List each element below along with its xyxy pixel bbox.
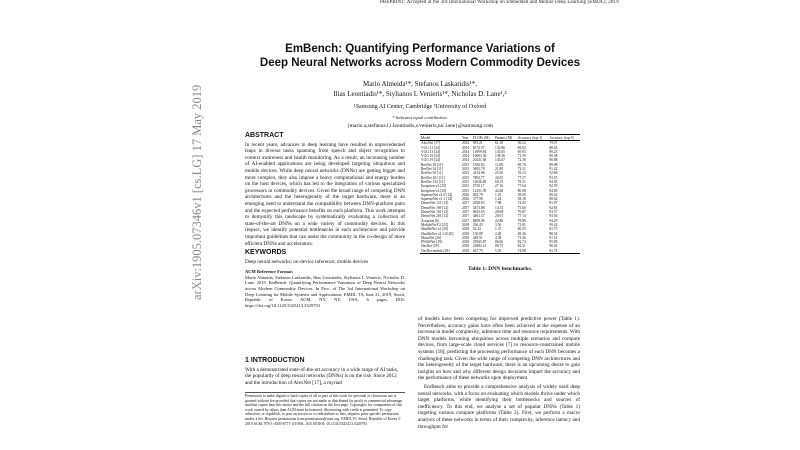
table-cell: 71.81	[517, 222, 526, 227]
keywords-text: Deep neural networks; on-device inference; mobile devices	[245, 258, 369, 265]
table-cell: 88.75	[495, 244, 504, 249]
table-cell: DenseNet 121 [12]	[421, 201, 449, 206]
author-block	[240, 80, 600, 132]
table-cell: 90.38	[549, 154, 558, 159]
table-cell: 2015	[461, 162, 470, 167]
right-paragraph-1: of models have been competing for improved predictive power (Table 1). Nevertheless, accuracy gains have often been achieved at the expense of an increase in model complexity, inference time and resource requirements. With DNN models becoming ubiquitous across multiple scenarios and compute devices, from large-scale cloud services [7] to resource-constrained mobile systems [18], predicting the processing performance of each DNN becomes a challenging task. Given the wide range of competing DNN architectures and the heterogeneity of the target hardware, there is an upcoming desire to gain insights on how and why different design decisions impact the accuracy and the performance of these networks upon deployment.	[418, 316, 580, 382]
table-cell: 92.86	[549, 171, 558, 176]
table-row	[420, 227, 580, 231]
table-cell: 2017	[461, 205, 470, 210]
table-cell: 24882.21	[472, 244, 487, 249]
table-cell: 14.15	[495, 205, 504, 210]
table-cell: ResNet 50 [11]	[421, 171, 443, 176]
table-cell: 88.63	[549, 145, 558, 150]
authors-line-1: Mario Almeida¹*, Stefanos Laskaridis¹*,	[362, 80, 478, 88]
table-cell: 61.10	[495, 141, 504, 146]
table-cell: ResNet 18 [11]	[421, 162, 443, 167]
table-cell: 1836.82	[472, 162, 485, 167]
table-cell: 138.36	[495, 154, 505, 159]
table-cell: 2016	[461, 192, 470, 197]
table-cell: 73.31	[517, 167, 526, 172]
introduction-section	[245, 358, 405, 386]
table-cell: 86.06	[495, 240, 504, 245]
table-cell: MnasNet [26]	[421, 235, 442, 240]
table-cell: 94.05	[549, 179, 558, 184]
table-header-cell: Model	[420, 135, 461, 141]
table-cell: 1.25	[495, 192, 502, 197]
table-cell: 2018	[461, 244, 470, 249]
table-cell: 3473.88	[472, 205, 485, 210]
table-cell: 91.97	[549, 201, 558, 206]
table-cell: 16063.36	[472, 154, 487, 159]
table-cell: 133.05	[495, 149, 505, 154]
table-cell: 2014	[461, 158, 470, 163]
table-cell: 8409.09	[472, 218, 485, 223]
table-cell: 2018	[461, 231, 470, 236]
table-cell: 1.24	[495, 197, 502, 202]
intro-heading: 1 INTRODUCTION	[245, 357, 305, 364]
table-cell: 22.86	[495, 218, 504, 223]
table-cell: 94.29	[549, 218, 558, 223]
acm-reference-heading: ACM Reference Format:	[245, 269, 294, 275]
table-cell: 667.75	[472, 249, 494, 254]
author-emails[interactable]: {mario.a,stefanos.l,i.leontiadis,s.venieris,nic.lane}@samsung.com	[347, 123, 493, 129]
table-cell: 336.43	[472, 222, 483, 227]
table-cell: 11.69	[495, 162, 503, 167]
table-cell: 93.55	[549, 175, 558, 180]
table-cell: 93.56	[549, 214, 558, 219]
table-cell: VGG 11 [24]	[421, 145, 441, 150]
table-body	[420, 141, 580, 254]
right-column	[418, 316, 580, 432]
table-cell: 2017	[461, 201, 470, 206]
table-cell: ResNet 101 [11]	[421, 175, 445, 180]
table-cell: 449.51	[472, 235, 483, 240]
table-cell: 80.08	[517, 188, 526, 193]
table-cell: 78.89	[517, 218, 526, 223]
table-cell: 2016	[461, 197, 470, 202]
table-cell: 44.55	[495, 175, 504, 180]
table-cell: 60.55	[517, 227, 526, 232]
paper-title	[240, 42, 600, 70]
table-cell: 2015	[461, 184, 470, 189]
table-cell: 27.16	[495, 184, 504, 189]
table-cell: 2018	[461, 249, 472, 254]
table-cell: 4.38	[495, 235, 502, 240]
table-cell: 2015	[461, 167, 470, 172]
table-cell: 143.67	[495, 158, 505, 163]
table-cell: ResNet 152 [11]	[421, 179, 445, 184]
table-cell: 74.43	[517, 201, 526, 206]
table-cell: 863.79	[472, 192, 483, 197]
table-cell: 91.74	[548, 249, 580, 254]
table-cell: 56.52	[517, 141, 526, 146]
acm-reference-text: Mario Almeida, Stefanos Laskaridis, Ilias Leontiadis, Stylianos I. Venieris, Nicholas D. Lane. 2019. EmBench: Quantifying Performance Variations of Deep Neural Networks across Modern Commodity Devices. In Proc. of The 3rd International Workshop on Deep Learning for Mobile Systems and Applications, EMDL '19, June 21, 2019, Seoul, Republic of Korea. ACM, NY, NY, USA, 6 pages. DOI: https://doi.org/10.1145/3325413.3329793	[245, 274, 405, 308]
table-cell: Xception [6]	[421, 218, 440, 223]
table-cell: 132.86	[495, 145, 505, 150]
table-cell: ShuffleNet v2 1.0 [20]	[421, 231, 454, 236]
table-cell: 2017	[461, 218, 470, 223]
table-header-cell: FLOPs (M)	[472, 135, 494, 141]
table-cell: 80.42	[549, 192, 558, 197]
table-cell: 42.68	[495, 188, 504, 193]
table-cell: 69.36	[517, 231, 526, 236]
table-cell: 79.07	[549, 141, 558, 146]
table-cell: 5.29	[494, 249, 517, 254]
table-cell: 71.59	[517, 154, 526, 159]
abstract-text: In recent years, advances in deep learning have resulted in unprecedented leaps in diverse tasks spanning from speech and object recognition to context awareness and health monitoring. As a result, an increasing number of AI-enabled applications are being developed targeting ubiquitous and mobile devices. While deep neural networks (DNNs) are getting bigger and more complex, they also impose a heavy computational and energy burden on the host devices, which has led to the integration of various specialized processors in commodity devices. Given the broad range of competing DNN architectures and the heterogeneity of the target hardware, there is an emerging need to understand the compatibility between DNN-platform pairs and the expected performance benefits on each platform. This work attempts to demystify this landscape by systematically evaluating a collection of state-of-the-art DNNs on a wide variety of commodity devices. In this respect, we identify potential bottlenecks in each architecture and provide important guidelines that can assist the community in the co-design of more efficient DNNs and accelerators.	[245, 141, 405, 247]
table-row	[420, 184, 580, 188]
table-cell: DenseNet 161 [12]	[421, 210, 449, 215]
table-cell: MobileNetV2 [23]	[421, 222, 448, 227]
table-cell: 2018	[461, 227, 470, 232]
equal-contribution-note: * Indicates equal contribution.	[392, 114, 448, 120]
table-cell: 25.56	[495, 171, 504, 176]
table-cell: 1.37	[495, 227, 502, 232]
table-cell: 52.32	[472, 227, 481, 232]
table-caption: Table 1: DNN benchmarks.	[468, 266, 532, 273]
table-cell: 4154.96	[472, 171, 485, 176]
right-paragraph-2: EmBench aims to provide a comprehensive analysis of widely used deep neural networks, with a focus on evaluating which models thrive under which target platforms, while identifying their bottlenecks and sources of inefficiency. To this end, we analyse a set of popular DNNs (Table 1) targeting various compute platforms (Table 2). First, we perform a macro analysis of these networks in terms of their complexity, inference latency and throughput for	[418, 383, 580, 430]
table-cell: 80.62	[549, 197, 558, 202]
table-row	[420, 249, 580, 254]
table-cell: 92.59	[549, 184, 558, 189]
table-cell: 8172.57	[472, 145, 485, 150]
table-cell: 12351.39	[472, 188, 487, 193]
table-cell: 58.18	[517, 197, 526, 202]
table-cell: 2012	[461, 141, 470, 146]
table-cell: 20.01	[495, 214, 504, 219]
table-cell: 2.28	[495, 231, 502, 236]
dnn-benchmark-table	[420, 134, 580, 272]
acm-reference	[245, 269, 405, 308]
affiliations: ¹Samsung AI Center, Cambridge ²University of Oxford	[353, 104, 487, 110]
table-cell: 2018	[461, 240, 470, 245]
table-cell: 2017	[461, 210, 470, 215]
table-cell: VGG 19 [24]	[421, 158, 441, 163]
table-cell: 28.68	[495, 210, 504, 215]
table-cell: ResNet 34 [11]	[421, 167, 443, 172]
table-cell: 73.46	[517, 235, 526, 240]
table-cell: 74.08	[517, 249, 549, 254]
table-cell: 60.19	[495, 179, 504, 184]
table-cell: 72.38	[517, 158, 526, 163]
table-cell: 82.51	[517, 244, 526, 249]
table-cell: 4461.37	[472, 214, 485, 219]
table-cell: 77.64	[517, 184, 526, 189]
table-header-cell: Params (M)	[494, 135, 517, 141]
table-cell: 3.50	[495, 222, 502, 227]
table-cell: ShuffleNet v2 [20]	[421, 227, 449, 232]
table-cell: 89.25	[549, 149, 558, 154]
table-cell: 7892.77	[472, 175, 485, 180]
table-cell: 377.90	[472, 197, 483, 202]
table-cell: 69.02	[517, 145, 526, 150]
preprint-header: PREPRINT: Accepted at the 3rd International Workshop on Embedded and Mobile Deep Learning (EMDL), 2019	[380, 0, 619, 5]
arxiv-stamp[interactable]: arXiv:1905.07346v1 [cs.LG] 17 May 2019	[190, 84, 204, 300]
table-cell: 2014	[461, 145, 470, 150]
table-cell: 78.31	[517, 179, 526, 184]
table-cell: 90.88	[549, 158, 558, 163]
table-header-cell: Accuracy (top-1)	[517, 135, 549, 141]
table-cell: 76.13	[517, 171, 526, 176]
copyright-footnote: Permission to make digital or hard copies of all or part of this work for personal or classroom use is granted without fee provided that copies are not made or distributed for profit or commercial advantage and that copies bear this notice and the full citation on the first page. Copyrights for components of this work owned by others than ACM must be honored. Abstracting with credit is permitted. To copy otherwise, or republish, to post on servers or to redistribute to lists, requires prior specific permission and/or a fee. Request permissions from permissions@acm.org. EMDL'19, Seoul, Republic of Korea © 2019 ACM. 978-1-4503-6771-4/19/06...$15.00 DOI: 10.1145/3325413.3329793	[245, 392, 405, 426]
table-cell: 91.51	[549, 235, 558, 240]
table-cell: 2014	[461, 149, 470, 154]
table-cell: 5730.17	[472, 184, 485, 189]
table-cell: SqueezeNet v1.1 [14]	[421, 197, 453, 202]
left-column	[245, 133, 405, 308]
table-cell: 93.57	[549, 210, 558, 215]
table-cell: 11636.48	[472, 179, 487, 184]
table-cell: 88.32	[549, 231, 558, 236]
table-cell: 25945.87	[472, 240, 487, 245]
table-cell: SqueezeNet v1.0 [14]	[421, 192, 453, 197]
table-cell: 2015	[461, 175, 470, 180]
table-cell: AlexNet [17]	[421, 141, 441, 146]
table-cell: 2015	[461, 171, 470, 176]
table-cell: 90.42	[549, 222, 558, 227]
table-header-cell: Accuracy (top-5)	[548, 135, 580, 141]
table-cell: 3692.78	[472, 167, 485, 172]
abstract-heading: ABSTRACT	[245, 132, 284, 139]
table-cell: 81.75	[549, 227, 558, 232]
table-cell: Inception-v3 [25]	[421, 184, 447, 189]
table-cell: 21.80	[495, 167, 504, 172]
table-cell: 2014	[461, 154, 470, 159]
table-cell: 89.08	[549, 162, 558, 167]
table-cell: Inception-v4 [25]	[421, 188, 447, 193]
table-cell: 2015	[461, 188, 470, 193]
table-cell: DenseNet 169 [12]	[421, 205, 449, 210]
intro-text: With a demonstrated state-of-the-art accuracy in a wide range of AI tasks, the popularity of deep neural networks (DNNs) is on the rise. Since 2012 and the introduction of AlexNet [17], a myriad	[245, 366, 399, 386]
table-cell: 69.93	[517, 149, 526, 154]
table-cell: 2018	[461, 222, 470, 227]
table-cell: 77.14	[517, 214, 526, 219]
title-line-2: Deep Neural Networks across Modern Commodity Devices	[259, 57, 581, 69]
table-row	[420, 214, 580, 218]
table-cell: 2928.83	[472, 201, 485, 206]
table-cell: 92.81	[549, 205, 558, 210]
table-cell: 2015	[461, 179, 470, 184]
table-cell: DenseNet 201 [12]	[421, 214, 449, 219]
table-cell: 76.87	[517, 210, 526, 215]
table-cell: 2017	[461, 214, 470, 219]
table-cell: 7.98	[495, 201, 502, 206]
table-cell: 91.42	[549, 167, 558, 172]
table-cell: NasNet mobile [29]	[420, 249, 461, 254]
table-cell: 20231.68	[472, 158, 487, 163]
table-cell: 955.21	[472, 141, 483, 146]
table-cell: 58.09	[517, 192, 526, 197]
table-cell: 95.99	[549, 240, 558, 245]
table-cell: VGG 13 [24]	[421, 149, 441, 154]
table-cell: 94.89	[549, 188, 558, 193]
table-cell: 150.89	[472, 231, 483, 236]
table-cell: 11899.84	[472, 149, 487, 154]
table-cell: 82.74	[517, 240, 526, 245]
table-cell: PNASNet [19]	[421, 240, 443, 245]
table-cell: VGG 16 [24]	[421, 154, 441, 159]
authors-line-2: Ilias Leontiadis¹*, Stylianos I. Venieris¹*, Nicholas D. Lane¹,²	[333, 89, 507, 98]
table-cell: 77.37	[517, 175, 526, 180]
table-cell: 2018	[461, 235, 470, 240]
keywords-heading: KEYWORDS	[245, 249, 287, 257]
table-cell: 6633.65	[472, 210, 485, 215]
table-cell: 75.60	[517, 205, 526, 210]
table-header-cell: Year	[461, 135, 472, 141]
table-cell: 96.02	[549, 244, 558, 249]
table-cell: 69.76	[517, 162, 526, 167]
table-cell: NasNet [29]	[421, 244, 439, 249]
title-line-1: EmBench: Quantifying Performance Variations of	[285, 43, 555, 55]
